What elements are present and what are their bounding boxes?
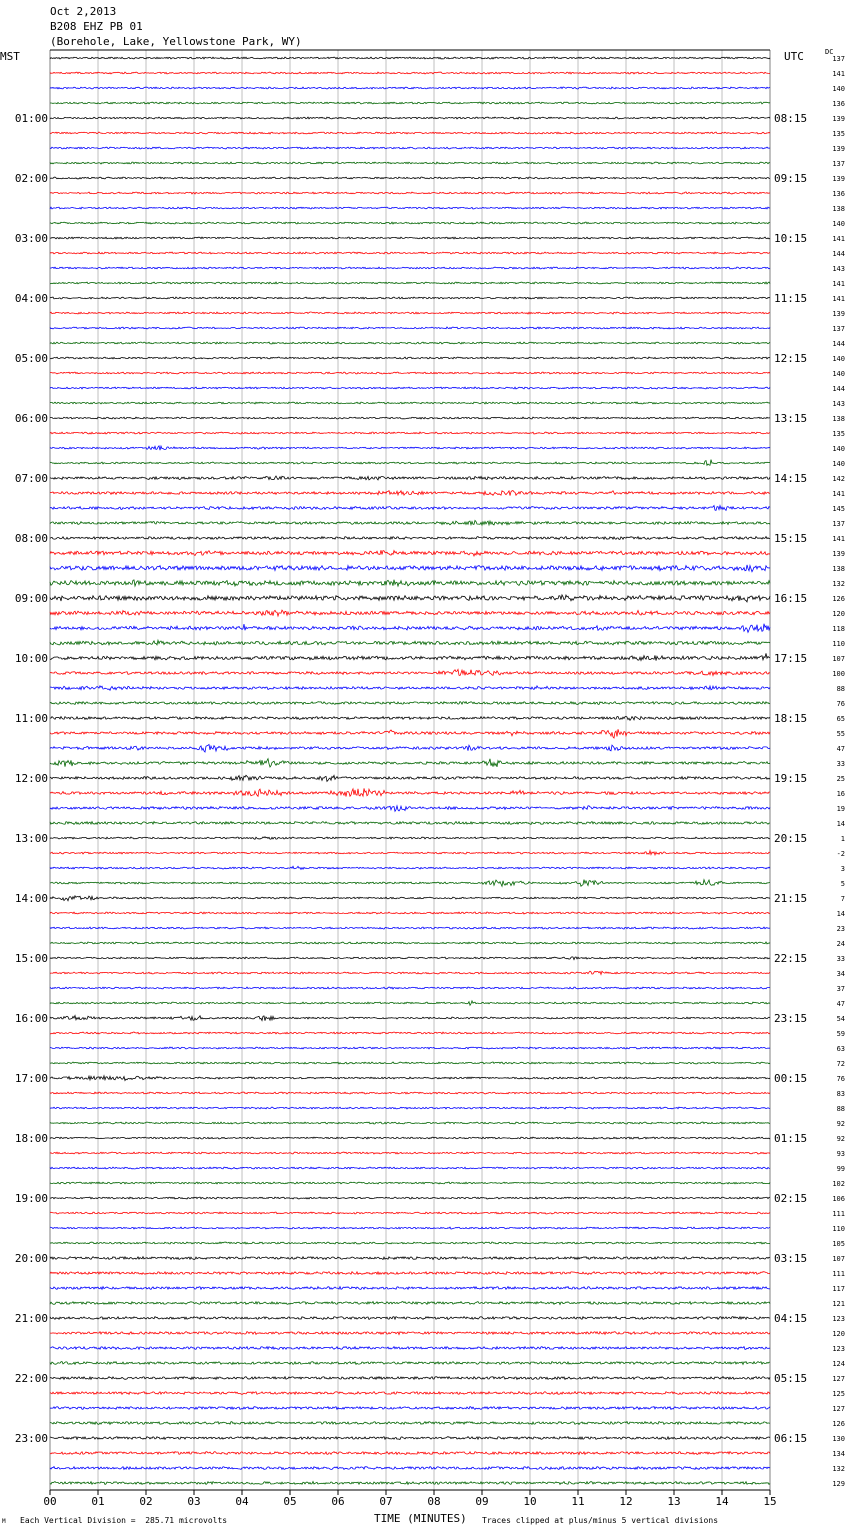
dc-offset-label: 93 [836, 1150, 845, 1158]
dc-offset-label: 72 [836, 1060, 845, 1068]
trace-row-15 [50, 282, 770, 284]
dc-offset-label: 135 [832, 130, 845, 138]
dc-offset-label: 123 [832, 1315, 845, 1323]
trace-row-64 [50, 1016, 770, 1021]
trace-row-86 [50, 1347, 770, 1350]
trace-row-37 [50, 610, 770, 616]
left-hour-label: 17:00 [14, 1072, 48, 1085]
trace-row-87 [50, 1362, 770, 1365]
left-hour-label: 22:00 [14, 1372, 48, 1385]
dc-offset-label: 23 [836, 925, 845, 933]
left-hour-label: 04:00 [14, 292, 48, 305]
trace-row-30 [50, 506, 770, 511]
trace-row-17 [50, 312, 770, 314]
trace-row-31 [50, 521, 770, 526]
dc-offset-label: 121 [832, 1300, 845, 1308]
dc-offset-label: 126 [832, 595, 845, 603]
dc-offset-label: 141 [832, 235, 845, 243]
dc-offset-label: 102 [832, 1180, 845, 1188]
left-hour-label: 16:00 [14, 1012, 48, 1025]
dc-offset-label: 141 [832, 535, 845, 543]
trace-row-93 [50, 1452, 770, 1455]
trace-row-77 [50, 1212, 770, 1214]
trace-row-22 [50, 387, 770, 389]
dc-offset-label: 63 [836, 1045, 845, 1053]
trace-row-81 [50, 1272, 770, 1275]
trace-row-0 [50, 57, 770, 59]
left-hour-label: 11:00 [14, 712, 48, 725]
dc-offset-label: 16 [836, 790, 845, 798]
trace-row-68 [50, 1076, 770, 1081]
station-location: (Borehole, Lake, Yellowstone Park, WY) [50, 35, 302, 48]
trace-row-79 [50, 1242, 770, 1244]
dc-offset-label: 139 [832, 145, 845, 153]
x-tick-label-08: 08 [427, 1495, 441, 1508]
left-hour-label: 08:00 [14, 532, 48, 545]
dc-offset-label: 144 [832, 340, 845, 348]
trace-row-11 [50, 222, 770, 224]
dc-offset-label: 137 [832, 520, 845, 528]
left-hour-label: 15:00 [14, 952, 48, 965]
dc-offset-label: 139 [832, 115, 845, 123]
trace-row-63 [50, 1001, 770, 1006]
trace-row-73 [50, 1152, 770, 1154]
dc-offset-label: 25 [836, 775, 845, 783]
trace-row-46 [50, 745, 770, 753]
trace-row-50 [50, 806, 770, 812]
x-axis-ticks [43, 1490, 776, 1508]
trace-row-18 [50, 327, 770, 329]
dc-offset-label: 107 [832, 1255, 845, 1263]
trace-row-84 [50, 1317, 770, 1320]
trace-row-78 [50, 1227, 770, 1229]
left-hour-label: 12:00 [14, 772, 48, 785]
dc-offset-label: 129 [832, 1480, 845, 1488]
dc-offset-label: 134 [832, 1450, 845, 1458]
trace-row-55 [50, 880, 770, 887]
x-tick-label-13: 13 [667, 1495, 681, 1508]
dc-offset-label: 24 [836, 940, 845, 948]
right-hour-label: 16:15 [774, 592, 808, 605]
trace-row-71 [50, 1122, 770, 1124]
dc-offset-label: 135 [832, 430, 845, 438]
dc-offset-label: 76 [836, 1075, 845, 1083]
dc-offset-label: 99 [836, 1165, 845, 1173]
trace-row-8 [50, 177, 770, 179]
dc-offset-label: 126 [832, 1420, 845, 1428]
dc-offset-label: 141 [832, 295, 845, 303]
trace-row-34 [50, 565, 770, 572]
left-hour-label: 19:00 [14, 1192, 48, 1205]
right-hour-label: 09:15 [774, 172, 808, 185]
trace-row-16 [50, 297, 770, 299]
dc-offset-label: 83 [836, 1090, 845, 1098]
trace-row-40 [50, 653, 770, 660]
x-tick-label-05: 05 [283, 1495, 297, 1508]
right-hour-label: 20:15 [774, 832, 808, 845]
trace-row-42 [50, 686, 770, 691]
dc-offset-label: 140 [832, 370, 845, 378]
dc-offset-label: 127 [832, 1405, 845, 1413]
trace-row-90 [50, 1407, 770, 1410]
dc-offset-label: 33 [836, 760, 845, 768]
dc-offset-label: 47 [836, 745, 845, 753]
trace-row-57 [50, 912, 770, 914]
dc-offset-label: 100 [832, 670, 845, 678]
dc-offset-label: 110 [832, 1225, 845, 1233]
dc-offset-label: 144 [832, 385, 845, 393]
trace-row-24 [50, 417, 770, 419]
dc-offset-label: 139 [832, 550, 845, 558]
trace-row-85 [50, 1332, 770, 1335]
dc-offset-label: 88 [836, 1105, 845, 1113]
left-hour-label: 03:00 [14, 232, 48, 245]
trace-row-36 [50, 595, 770, 602]
dc-offset-label: 140 [832, 460, 845, 468]
dc-offset-label: 142 [832, 475, 845, 483]
dc-offset-label: 14 [836, 910, 845, 918]
dc-offset-label: 141 [832, 490, 845, 498]
trace-row-66 [50, 1047, 770, 1049]
dc-offset-label: -2 [836, 850, 845, 858]
trace-row-35 [50, 580, 770, 586]
dc-offset-label: 34 [836, 970, 845, 978]
dc-offset-label: 19 [836, 805, 845, 813]
trace-row-67 [50, 1062, 770, 1064]
trace-row-23 [50, 402, 770, 404]
trace-row-52 [50, 837, 770, 840]
dc-offset-label: 92 [836, 1120, 845, 1128]
dc-offset-label: 65 [836, 715, 845, 723]
dc-offset-label: 33 [836, 955, 845, 963]
left-hour-label: 02:00 [14, 172, 48, 185]
right-hour-label: 04:15 [774, 1312, 808, 1325]
dc-offset-label: 54 [836, 1015, 845, 1023]
dc-offset-label: 125 [832, 1390, 845, 1398]
left-hour-label: 23:00 [14, 1432, 48, 1445]
dc-offset-label: 143 [832, 400, 845, 408]
dc-offset-label: 145 [832, 505, 845, 513]
dc-offset-labels [832, 55, 845, 1488]
trace-row-75 [50, 1182, 770, 1184]
dc-offset-label: 76 [836, 700, 845, 708]
dc-offset-label: 140 [832, 85, 845, 93]
trace-row-69 [50, 1092, 770, 1094]
dc-offset-label: 106 [832, 1195, 845, 1203]
trace-row-7 [50, 162, 770, 164]
trace-row-95 [50, 1482, 770, 1485]
x-tick-label-11: 11 [571, 1495, 585, 1508]
right-hour-label: 15:15 [774, 532, 808, 545]
trace-row-32 [50, 537, 770, 540]
dc-offset-label: 137 [832, 55, 845, 63]
right-hour-label: 13:15 [774, 412, 808, 425]
dc-offset-label: 140 [832, 220, 845, 228]
dc-column-label: DC [825, 48, 834, 56]
dc-offset-label: 110 [832, 640, 845, 648]
trace-row-94 [50, 1467, 770, 1470]
x-tick-label-15: 15 [763, 1495, 777, 1508]
trace-row-43 [50, 702, 770, 705]
left-hour-label: 07:00 [14, 472, 48, 485]
dc-offset-label: 140 [832, 445, 845, 453]
clip-note: Traces clipped at plus/minus 5 vertical divisions [482, 1516, 719, 1525]
trace-row-62 [50, 987, 770, 989]
dc-offset-label: 107 [832, 655, 845, 663]
left-hour-label: 06:00 [14, 412, 48, 425]
trace-row-26 [50, 446, 770, 450]
dc-offset-label: 138 [832, 415, 845, 423]
dc-offset-label: 14 [836, 820, 845, 828]
dc-offset-label: 120 [832, 610, 845, 618]
dc-offset-label: 130 [832, 1435, 845, 1443]
trace-row-3 [50, 102, 770, 104]
right-hour-label: 11:15 [774, 292, 808, 305]
trace-row-1 [50, 72, 770, 74]
dc-offset-label: 111 [832, 1270, 845, 1278]
x-tick-label-10: 10 [523, 1495, 537, 1508]
right-hour-label: 10:15 [774, 232, 808, 245]
trace-row-47 [50, 759, 770, 767]
x-tick-label-12: 12 [619, 1495, 633, 1508]
trace-row-2 [50, 87, 770, 89]
dc-offset-label: 137 [832, 325, 845, 333]
right-timezone-label: UTC [784, 50, 804, 63]
dc-offset-label: 47 [836, 1000, 845, 1008]
x-tick-label-06: 06 [331, 1495, 345, 1508]
left-hour-label: 18:00 [14, 1132, 48, 1145]
trace-row-20 [50, 357, 770, 359]
x-tick-label-04: 04 [235, 1495, 249, 1508]
trace-row-53 [50, 851, 770, 855]
dc-offset-label: 137 [832, 160, 845, 168]
right-hour-label: 01:15 [774, 1132, 808, 1145]
trace-row-33 [50, 550, 770, 556]
right-hour-label: 02:15 [774, 1192, 808, 1205]
trace-row-61 [50, 971, 770, 974]
dc-offset-label: 138 [832, 565, 845, 573]
x-tick-label-03: 03 [187, 1495, 201, 1508]
left-hour-label: 01:00 [14, 112, 48, 125]
right-hour-label: 08:15 [774, 112, 808, 125]
dc-offset-label: 132 [832, 1465, 845, 1473]
trace-row-44 [50, 716, 770, 720]
dc-offset-label: 5 [840, 880, 845, 888]
trace-row-76 [50, 1197, 770, 1199]
dc-offset-label: 141 [832, 70, 845, 78]
trace-row-65 [50, 1032, 770, 1034]
dc-offset-label: 139 [832, 310, 845, 318]
dc-offset-label: 37 [836, 985, 845, 993]
dc-offset-label: 118 [832, 625, 845, 633]
right-hour-label: 21:15 [774, 892, 808, 905]
dc-offset-label: 132 [832, 580, 845, 588]
right-hour-label: 06:15 [774, 1432, 808, 1445]
trace-row-45 [50, 729, 770, 738]
dc-offset-label: 105 [832, 1240, 845, 1248]
right-hour-label: 05:15 [774, 1372, 808, 1385]
trace-row-14 [50, 267, 770, 269]
trace-row-83 [50, 1302, 770, 1305]
dc-offset-label: 141 [832, 280, 845, 288]
trace-row-70 [50, 1107, 770, 1109]
left-hour-label: 13:00 [14, 832, 48, 845]
corner-mark: M [2, 1518, 6, 1525]
trace-row-13 [50, 252, 770, 254]
trace-row-49 [50, 788, 770, 796]
trace-row-29 [50, 491, 770, 496]
trace-row-27 [50, 460, 770, 466]
trace-row-19 [50, 342, 770, 344]
trace-row-92 [50, 1437, 770, 1440]
trace-row-59 [50, 942, 770, 944]
dc-offset-label: 55 [836, 730, 845, 738]
trace-row-10 [50, 207, 770, 209]
trace-row-58 [50, 927, 770, 929]
dc-offset-label: 138 [832, 205, 845, 213]
right-hour-label: 12:15 [774, 352, 808, 365]
trace-row-9 [50, 192, 770, 194]
dc-offset-label: 136 [832, 190, 845, 198]
trace-row-89 [50, 1392, 770, 1395]
right-hour-labels [774, 112, 807, 1445]
left-hour-label: 21:00 [14, 1312, 48, 1325]
station-code: B208 EHZ PB 01 [50, 20, 143, 33]
trace-row-60 [50, 957, 770, 960]
dc-offset-label: 140 [832, 355, 845, 363]
right-hour-label: 23:15 [774, 1012, 808, 1025]
right-hour-label: 14:15 [774, 472, 808, 485]
right-hour-label: 19:15 [774, 772, 808, 785]
x-tick-label-02: 02 [139, 1495, 153, 1508]
trace-row-88 [50, 1377, 770, 1380]
right-hour-label: 18:15 [774, 712, 808, 725]
right-hour-label: 22:15 [774, 952, 808, 965]
left-hour-label: 20:00 [14, 1252, 48, 1265]
left-hour-labels [15, 112, 48, 1445]
dc-offset-label: 59 [836, 1030, 845, 1038]
trace-row-5 [50, 132, 770, 134]
x-tick-label-01: 01 [91, 1495, 105, 1508]
dc-offset-label: 144 [832, 250, 845, 258]
x-tick-label-14: 14 [715, 1495, 729, 1508]
trace-row-21 [50, 372, 770, 374]
trace-row-4 [50, 117, 770, 119]
x-tick-label-09: 09 [475, 1495, 489, 1508]
trace-row-48 [50, 775, 770, 781]
trace-row-39 [50, 640, 770, 645]
trace-row-6 [50, 147, 770, 149]
dc-offset-label: 3 [840, 865, 845, 873]
dc-offset-label: 111 [832, 1210, 845, 1218]
trace-row-54 [50, 866, 770, 869]
dc-offset-label: 127 [832, 1375, 845, 1383]
left-hour-label: 05:00 [14, 352, 48, 365]
dc-offset-label: 117 [832, 1285, 845, 1293]
trace-row-56 [50, 896, 770, 901]
right-hour-label: 00:15 [774, 1072, 808, 1085]
dc-offset-label: 123 [832, 1345, 845, 1353]
trace-row-41 [50, 669, 770, 675]
dc-offset-label: 124 [832, 1360, 845, 1368]
dc-offset-label: 120 [832, 1330, 845, 1338]
left-timezone-label: MST [0, 50, 20, 63]
trace-row-38 [50, 624, 770, 633]
trace-row-72 [50, 1137, 770, 1139]
trace-row-51 [50, 822, 770, 825]
vertical-division-note: Each Vertical Division = 285.71 microvolts [20, 1516, 228, 1525]
trace-row-12 [50, 237, 770, 239]
trace-row-74 [50, 1167, 770, 1169]
dc-offset-label: 92 [836, 1135, 845, 1143]
trace-row-25 [50, 432, 770, 434]
x-tick-label-07: 07 [379, 1495, 393, 1508]
dc-offset-label: 88 [836, 685, 845, 693]
dc-offset-label: 139 [832, 175, 845, 183]
x-tick-label-00: 00 [43, 1495, 57, 1508]
right-hour-label: 17:15 [774, 652, 808, 665]
trace-row-82 [50, 1287, 770, 1290]
dc-offset-label: 7 [840, 895, 845, 903]
x-axis-title: TIME (MINUTES) [374, 1512, 467, 1525]
helicorder-traces [50, 57, 770, 1484]
dc-offset-label: 1 [840, 835, 845, 843]
trace-row-28 [50, 476, 770, 480]
trace-row-80 [50, 1257, 770, 1260]
left-hour-label: 09:00 [14, 592, 48, 605]
plot-date: Oct 2,2013 [50, 5, 117, 18]
minute-gridlines [50, 50, 770, 1490]
dc-offset-label: 136 [832, 100, 845, 108]
left-hour-label: 10:00 [14, 652, 48, 665]
trace-row-91 [50, 1422, 770, 1425]
right-hour-label: 03:15 [774, 1252, 808, 1265]
dc-offset-label: 143 [832, 265, 845, 273]
left-hour-label: 14:00 [14, 892, 48, 905]
